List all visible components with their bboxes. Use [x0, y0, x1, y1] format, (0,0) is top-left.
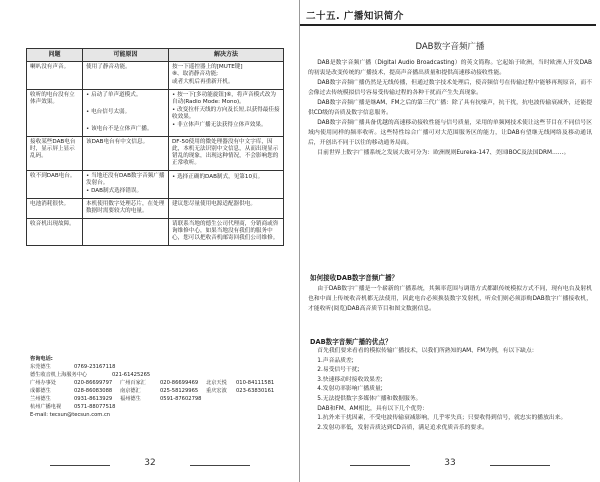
- paragraph: DAB数字音频广播具备优越的高速移动接收性能与信号质量，采用的单频网技术使让这些节目在不同信号区域内使用同样的频率收听。这些特性综合广播可对大范围服务区的能力，让DAB有望继无线网络及移动通讯后，开创出不同于以往的移动通务局面。: [308, 120, 592, 146]
- paragraph: 4.发射功率影响广播质量;: [317, 386, 383, 393]
- cause-line: • 启动了单声道模式。: [86, 92, 165, 99]
- contact-phone: 023-63830161: [236, 388, 275, 394]
- contact-name: 德生收音机上海服务中心: [30, 372, 88, 378]
- article-body-3: [308, 347, 592, 433]
- paragraph: 1.抗外来干扰因素，不受电波传输衰减影响，几乎零失真；只要收得到信号，就忠实的播放出来。: [317, 415, 567, 422]
- table-header-row: [27, 49, 284, 62]
- paragraph: 2.易受信号干扰;: [317, 367, 360, 374]
- solution-line: • 改变拉杆天线的方向及长短,以获得最佳接收效果。: [172, 107, 280, 121]
- contact-phone: 025-58129965: [160, 388, 199, 394]
- page-rule: [190, 465, 250, 466]
- contact-row: [30, 371, 290, 379]
- paragraph: DAB是数字音频广播（Digital Audio Broadcasting）的英文简称。它起始于欧洲，当时欧洲人开发DAB的初衷是改变传统的广播技术，提高声音播出质量和提供高速移动接收性能。: [308, 60, 592, 76]
- solution-line: 按一下遥控器上的[MUTE键]: [172, 63, 243, 70]
- problem-cell: 接收某些DAB电台时，显示屏上显示乱码。: [27, 137, 83, 171]
- page-rule: [350, 465, 410, 466]
- cause-cell: [83, 199, 169, 219]
- paragraph: DAB数字音频广播仍然是无线传播，但通过数字技术处理后，使音频信号在传输过程中能够再现原音，而不会像过去传统模拟信号容易受传输过程的各种干扰而产生失真现象。: [308, 80, 592, 96]
- contact-phone: 020-86699469: [160, 380, 199, 386]
- article-body-2: [308, 284, 592, 314]
- paragraph: 目前世界上数字广播系统之发展大致可分为：欧洲规则Eureka-147、美国IBOC及法国DRM……。: [317, 150, 570, 156]
- solution-cell: [169, 61, 284, 90]
- chapter-title: 二十五. 广播知识简介: [306, 11, 404, 22]
- column-header: 可能原因: [83, 49, 169, 62]
- cause-line: • 该电台不是立体声广播。: [86, 126, 165, 133]
- table-row: [27, 171, 284, 199]
- cause-cell: [83, 90, 169, 137]
- solution-cell: [169, 137, 284, 171]
- chapter-rule: [300, 24, 596, 26]
- table-row: [27, 90, 284, 137]
- contact-phone: 028-86083088: [74, 388, 113, 394]
- contact-phone: 0769-23167118: [74, 364, 116, 370]
- solution-cell: [169, 90, 284, 137]
- page-number: 32: [144, 458, 156, 468]
- contact-name: 广州办事处: [30, 380, 56, 386]
- table-row: [27, 137, 284, 171]
- cause-line: 使用了静音功能。: [86, 63, 131, 70]
- paragraph: 2.发射功率低，发射音质达到CD音质，满足追求优质音乐的要求。: [317, 424, 488, 431]
- table-row: [27, 199, 284, 219]
- paragraph: 由于DAB数字广播是一个崭新的广播系统，其频率范围与调谐方式都跟传统模拟方式不同，现有电台及射机也和中面上传统收音机都无法使用，因此电台必须换装数字发射机，听众们则必须添购DAB数字广播接收机，才能收听(阅览)DAB高音质节目和图文数据信息。: [308, 286, 592, 312]
- cause-cell: [83, 171, 169, 199]
- email-line: [30, 411, 290, 419]
- problem-cell: 电池消耗很快。: [27, 199, 83, 219]
- contact-phone: 020-86699797: [74, 380, 113, 386]
- section-heading: 如何接收DAB数字音频广播？: [310, 274, 399, 282]
- solution-line: 建议您尽量使用电源适配器供电。: [172, 201, 256, 208]
- paragraph: 首先我们要来看看的模拟传输广播技术，以我们所熟知的AM、FM为例，有以下缺点：: [317, 348, 538, 354]
- paragraph: 1.声音品质差;: [317, 357, 354, 364]
- email-address: tecsun@tecsun.com.cn: [49, 412, 111, 418]
- contact-name: 福州德生: [120, 396, 141, 402]
- contact-name: 成都德生: [30, 388, 51, 394]
- paragraph: DAB数字音频广播是继AM、FM之后的第三代广播：除了具有抗噪声，抗干扰，抗电波传输衰减外，还能提供CD级的音质及数字信息服务。: [308, 100, 592, 116]
- cause-line: • 当地还没有DAB数字音频广播发射台。: [86, 173, 165, 187]
- contact-phone: 021-61425265: [112, 372, 151, 378]
- page-rule: [50, 465, 110, 466]
- column-header: 问题: [27, 49, 83, 62]
- problem-cell: 收不到DAB电台。: [27, 171, 83, 199]
- cause-line: 该DAB电台有中文信息。: [86, 139, 149, 146]
- contact-info: [30, 355, 290, 419]
- problem-cell: 收音机出现故障。: [27, 219, 83, 246]
- cause-line: • DAB制式选择错误。: [86, 188, 165, 195]
- cause-line: • 电台信号太弱。: [86, 109, 165, 116]
- solution-cell: [169, 199, 284, 219]
- paragraph: DAB和FM、AM相比，具有以下几个优势：: [317, 405, 429, 412]
- problem-cell: 喇叭没有声音。: [27, 61, 83, 90]
- problem-cell: 收听的电台没有立体声效果。: [27, 90, 83, 137]
- solution-cell: [169, 171, 284, 199]
- contact-row: [30, 395, 290, 403]
- table-row: [27, 61, 284, 90]
- contact-name: 东莞德生: [30, 364, 51, 370]
- section-heading: DAB数字音频广播的优点？: [310, 338, 392, 346]
- solution-line: • 按一下[多功能旋钮]⑥，将声音模式改为自动(Radio Mode: Mono)。: [172, 92, 280, 106]
- solution-line: DF-50使用的微处理器没有中文字库，因此，本机无法识别中文信息，从而出现显示错乱的现象，出现这种情况，不会影响您的正常收听。: [172, 139, 279, 167]
- contact-row: [30, 363, 290, 371]
- solution-line: • 非立体声广播无法获得立体声效果。: [172, 122, 280, 129]
- contact-row: [30, 387, 290, 395]
- cause-line: 本机使用数字处理芯片，在处理数据时需要较大的电量。: [86, 201, 165, 215]
- cause-cell: [83, 61, 169, 90]
- troubleshooting-table: [26, 48, 284, 246]
- solution-line: 或者大机后再重新开机。: [172, 79, 234, 86]
- article-title: DAB数字音频广播: [415, 42, 485, 52]
- contact-name: 南京德汇: [120, 388, 141, 394]
- contact-name: 杭州广播电视: [30, 404, 62, 410]
- article-body-1: [308, 58, 592, 158]
- solution-line: • 选择正确的DAB制式，见第10页。: [172, 174, 280, 181]
- contact-row: [30, 379, 290, 387]
- contact-name: 北京天悦: [206, 380, 227, 386]
- column-header: 解决方法: [169, 49, 284, 62]
- contact-row: [30, 403, 290, 411]
- contact-name: 重庆宏波: [206, 388, 227, 394]
- contact-name: 广州百家汇: [120, 380, 146, 386]
- page-rule: [490, 465, 550, 466]
- contacts-heading: 咨询电话:: [30, 356, 53, 362]
- solution-line: ⑧、取消静音功能;: [172, 71, 219, 78]
- email-label: E-mail:: [30, 412, 49, 418]
- contact-phone: 0591-87602798: [160, 396, 202, 402]
- paragraph: 5.无法提供数字多媒体广播和数据服务。: [317, 395, 422, 402]
- right-page: [300, 0, 600, 482]
- solution-line: 请联系当地的德生公司代理商，分销商或咨询维修中心，如果当地没有我们的服务中心，您可以把收音机邮寄回我们公司维修。: [172, 221, 279, 242]
- table-row: [27, 219, 284, 246]
- solution-cell: [169, 219, 284, 246]
- contact-phone: 010-84111581: [236, 380, 275, 386]
- contact-phone: 0931-8613929: [74, 396, 113, 402]
- cause-cell: [83, 137, 169, 171]
- paragraph: 3.快速移动时接收效果差;: [317, 376, 383, 383]
- page-number: 33: [444, 458, 456, 468]
- contact-phone: 0571-88077518: [74, 404, 116, 410]
- cause-cell: [83, 219, 169, 246]
- contact-name: 兰州德生: [30, 396, 51, 402]
